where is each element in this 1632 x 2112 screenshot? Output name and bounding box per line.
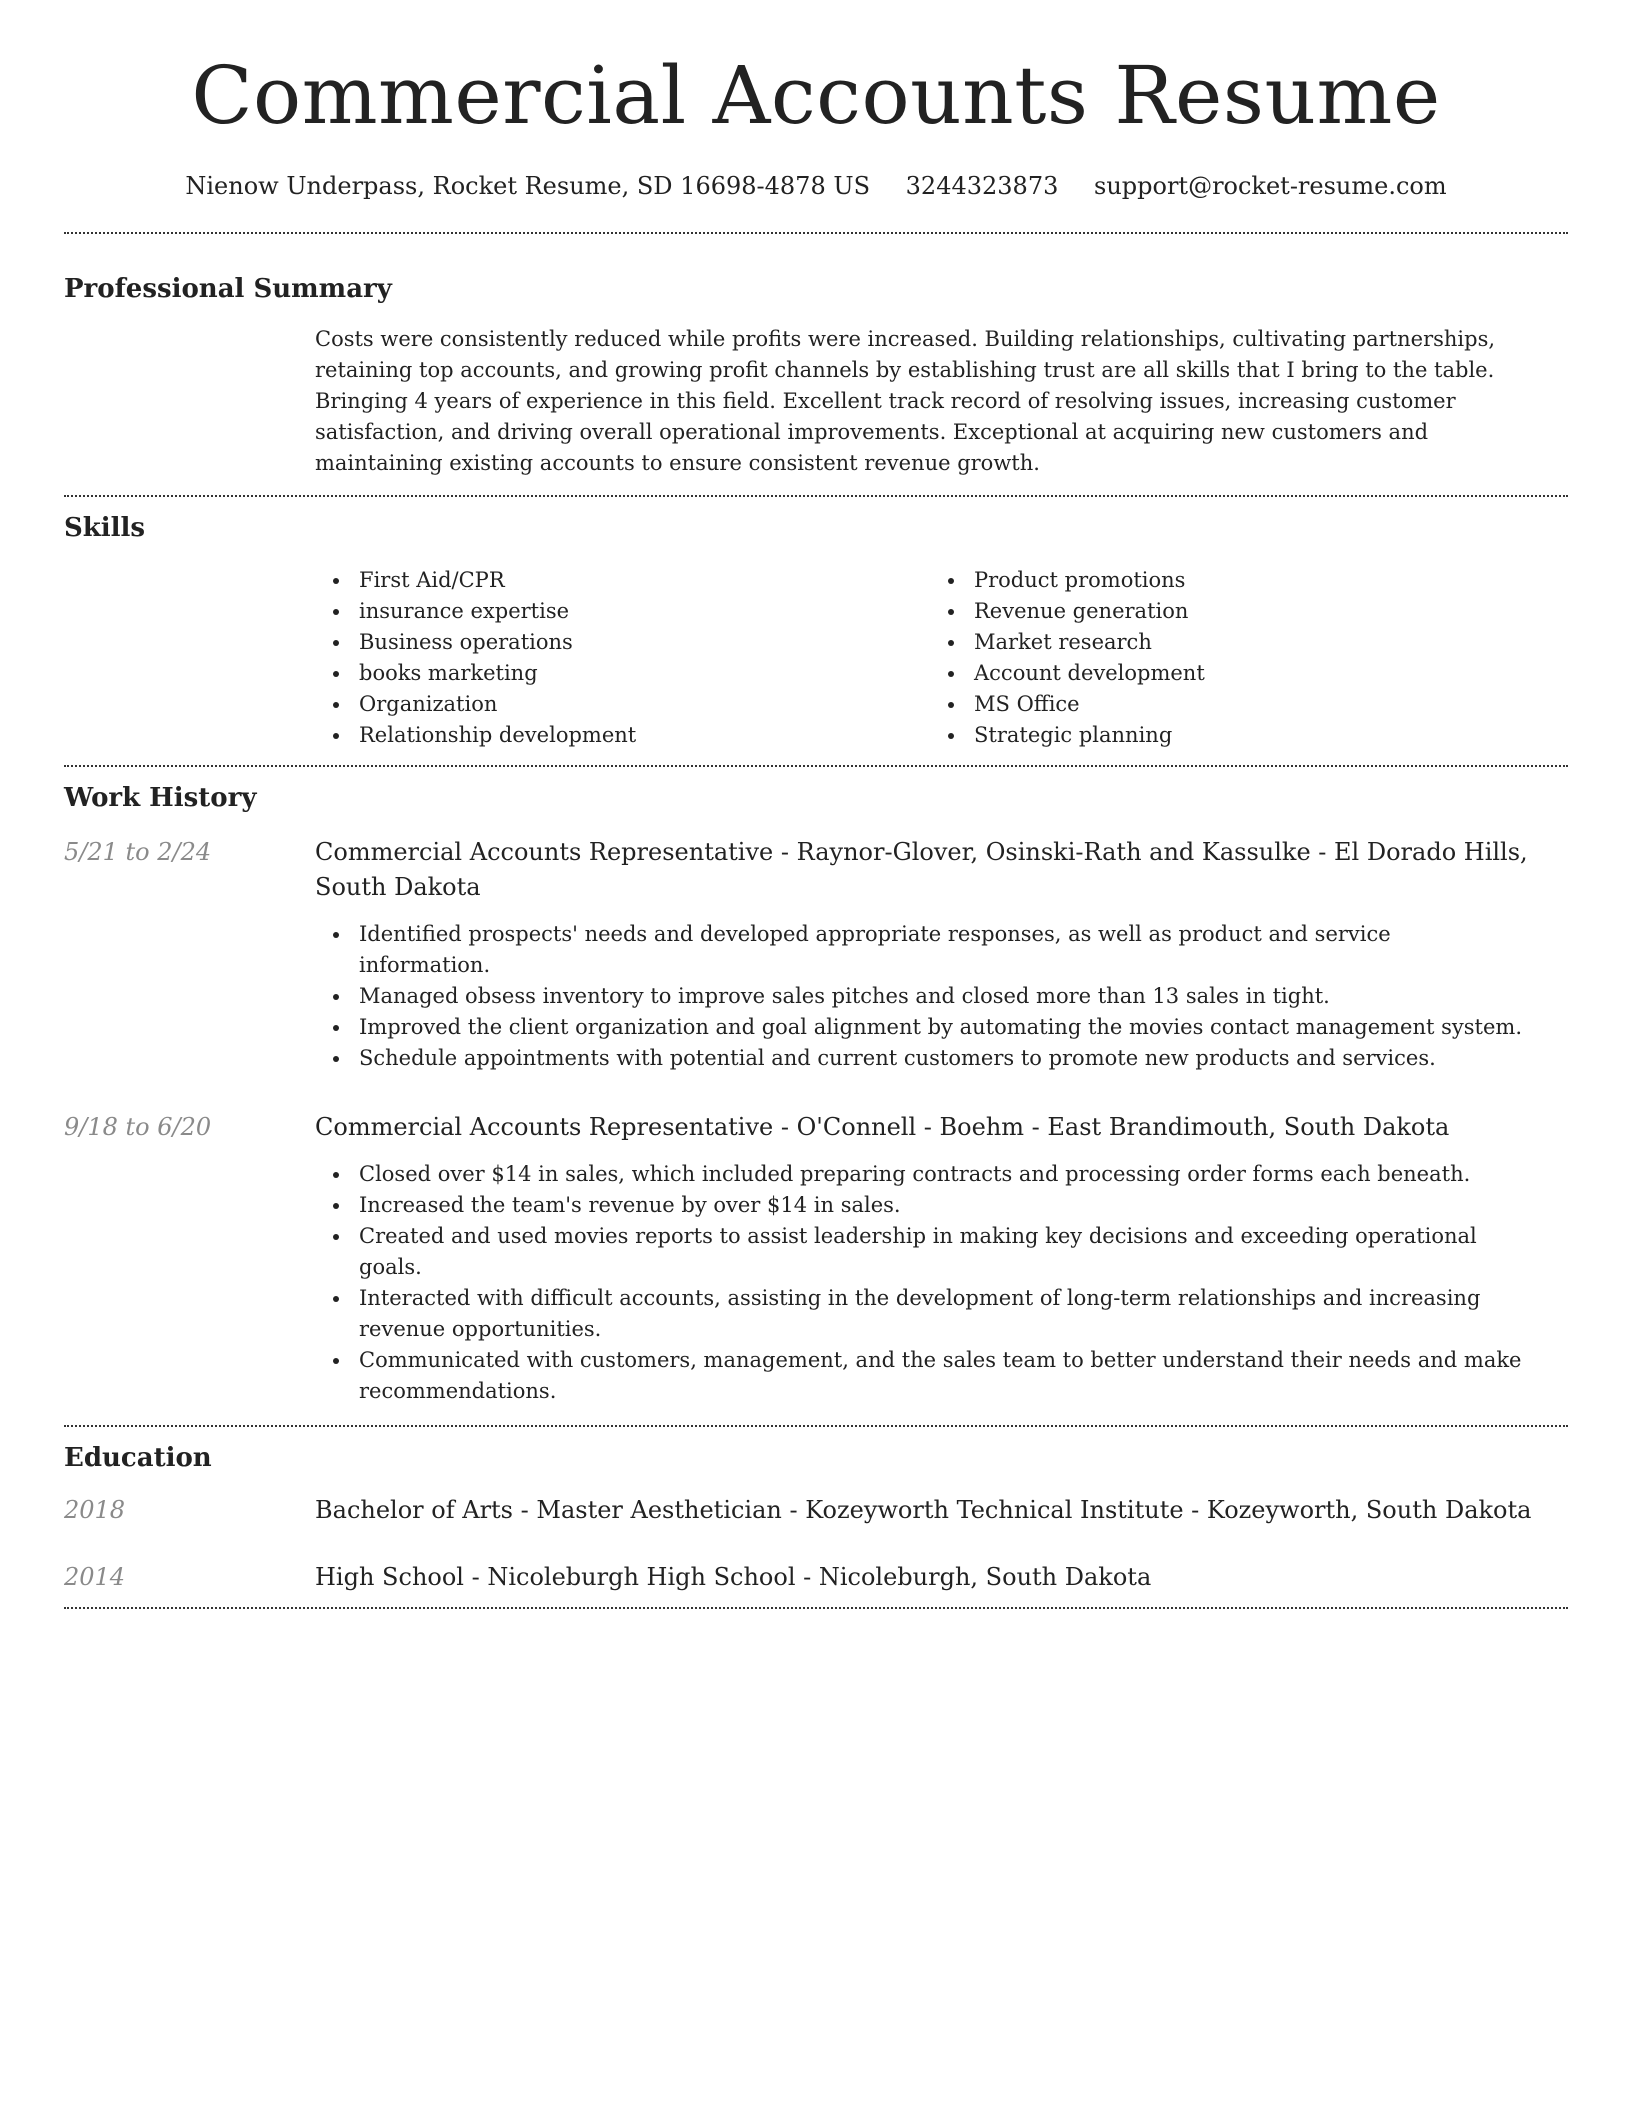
job-bullet: Closed over $14 in sales, which included preparing contracts and processing order forms each beneath. [315, 1159, 1528, 1190]
skill-item: Organization [315, 689, 930, 720]
job-bullet: Schedule appointments with potential and current customers to promote new products and services. [315, 1043, 1528, 1074]
skills-columns [315, 565, 1568, 751]
education-divider [64, 1607, 1568, 1609]
education-degree: High School [315, 1563, 464, 1591]
skills-list-left [315, 565, 930, 751]
job-bullet: Interacted with difficult accounts, assisting in the development of long-term relationships and increasing revenue opportunities. [315, 1283, 1528, 1345]
skill-item: books marketing [315, 658, 930, 689]
skills-heading: Skills [64, 513, 146, 543]
job-bullet: Communicated with customers, management, and the sales team to better understand their needs and make recommendations. [315, 1345, 1528, 1407]
job-bullet: Managed obsess inventory to improve sales pitches and closed more than 13 sales in tight. [315, 981, 1528, 1012]
skills-section [64, 513, 1568, 765]
job-bullets [315, 1159, 1568, 1407]
job-heading [315, 835, 1568, 905]
job-body [315, 835, 1568, 1074]
summary-section [64, 274, 1568, 495]
contact-address: Nienow Underpass, Rocket Resume, SD 16698-4878 US [185, 172, 871, 200]
skill-item: MS Office [930, 689, 1545, 720]
work-heading: Work History [64, 783, 257, 813]
resume-title: Commercial Accounts Resume [191, 49, 1441, 142]
job-body [315, 1110, 1568, 1407]
education-year: 2014 [64, 1563, 126, 1591]
job-dates: 5/21 to 2/24 [64, 838, 212, 866]
summary-left-spacer [64, 304, 315, 495]
job-heading [315, 1110, 1568, 1145]
skill-item: Business operations [315, 627, 930, 658]
skill-item: Strategic planning [930, 720, 1545, 751]
skill-item: First Aid/CPR [315, 565, 930, 596]
job-bullet: Improved the client organization and goal alignment by automating the movies contact management system. [315, 1012, 1528, 1043]
skill-item: insurance expertise [315, 596, 930, 627]
job-bullet: Identified prospects' needs and developed appropriate responses, as well as product and service information. [315, 919, 1528, 981]
education-details: - Nicoleburgh High School - Nicoleburgh, South Dakota [463, 1563, 1152, 1591]
summary-heading: Professional Summary [64, 274, 392, 304]
skills-divider [64, 765, 1568, 767]
contact-phone: 3244323873 [905, 172, 1059, 200]
job-role: Commercial Accounts Representative [315, 1113, 774, 1141]
job-bullets [315, 919, 1568, 1074]
education-section [64, 1443, 1568, 1595]
header-divider [64, 232, 1568, 234]
skills-row [64, 543, 1568, 765]
education-entry [64, 1560, 1568, 1595]
education-heading-line [315, 1560, 1568, 1595]
education-degree: Bachelor of Arts - Master Aesthetician [315, 1496, 782, 1524]
education-entry [64, 1493, 1568, 1528]
job-role: Commercial Accounts Representative [315, 838, 774, 866]
skill-item: Account development [930, 658, 1545, 689]
skill-item: Relationship development [315, 720, 930, 751]
job-entry [64, 1110, 1568, 1407]
skills-list-right [930, 565, 1545, 751]
skill-item: Market research [930, 627, 1545, 658]
education-details: - Kozeyworth Technical Institute - Kozeyworth, South Dakota [781, 1496, 1532, 1524]
skill-item: Product promotions [930, 565, 1545, 596]
job-bullet: Created and used movies reports to assist leadership in making key decisions and exceeding operational goals. [315, 1221, 1528, 1283]
summary-row [64, 304, 1568, 495]
summary-divider [64, 495, 1568, 497]
summary-text: Costs were consistently reduced while profits were increased. Building relationships, cultivating partnerships, retaining top accounts, and growing profit channels by establishing trust are all skills that I bring to the table. Bringing 4 years of experience in this field. Excellent track record of resolving issues, increasing customer satisfaction, and driving overall operational improvements. Exceptional at acquiring new customers and maintaining existing accounts to ensure consistent revenue growth. [315, 327, 1496, 475]
contact-email: support@rocket-resume.com [1094, 172, 1447, 200]
job-details: - O'Connell - Boehm - East Brandimouth, South Dakota [773, 1113, 1450, 1141]
job-dates: 9/18 to 6/20 [64, 1113, 212, 1141]
skills-left-spacer [64, 543, 315, 765]
skill-item: Revenue generation [930, 596, 1545, 627]
work-divider [64, 1425, 1568, 1427]
education-heading-line [315, 1493, 1568, 1528]
education-year: 2018 [64, 1496, 126, 1524]
work-section [64, 783, 1568, 1407]
job-details: - Raynor-Glover, Osinski-Rath and Kassulke - El Dorado Hills, South Dakota [315, 838, 1528, 901]
contact-line [64, 172, 1568, 200]
job-entry [64, 835, 1568, 1074]
job-bullet: Increased the team's revenue by over $14 in sales. [315, 1190, 1528, 1221]
education-heading: Education [64, 1443, 212, 1473]
